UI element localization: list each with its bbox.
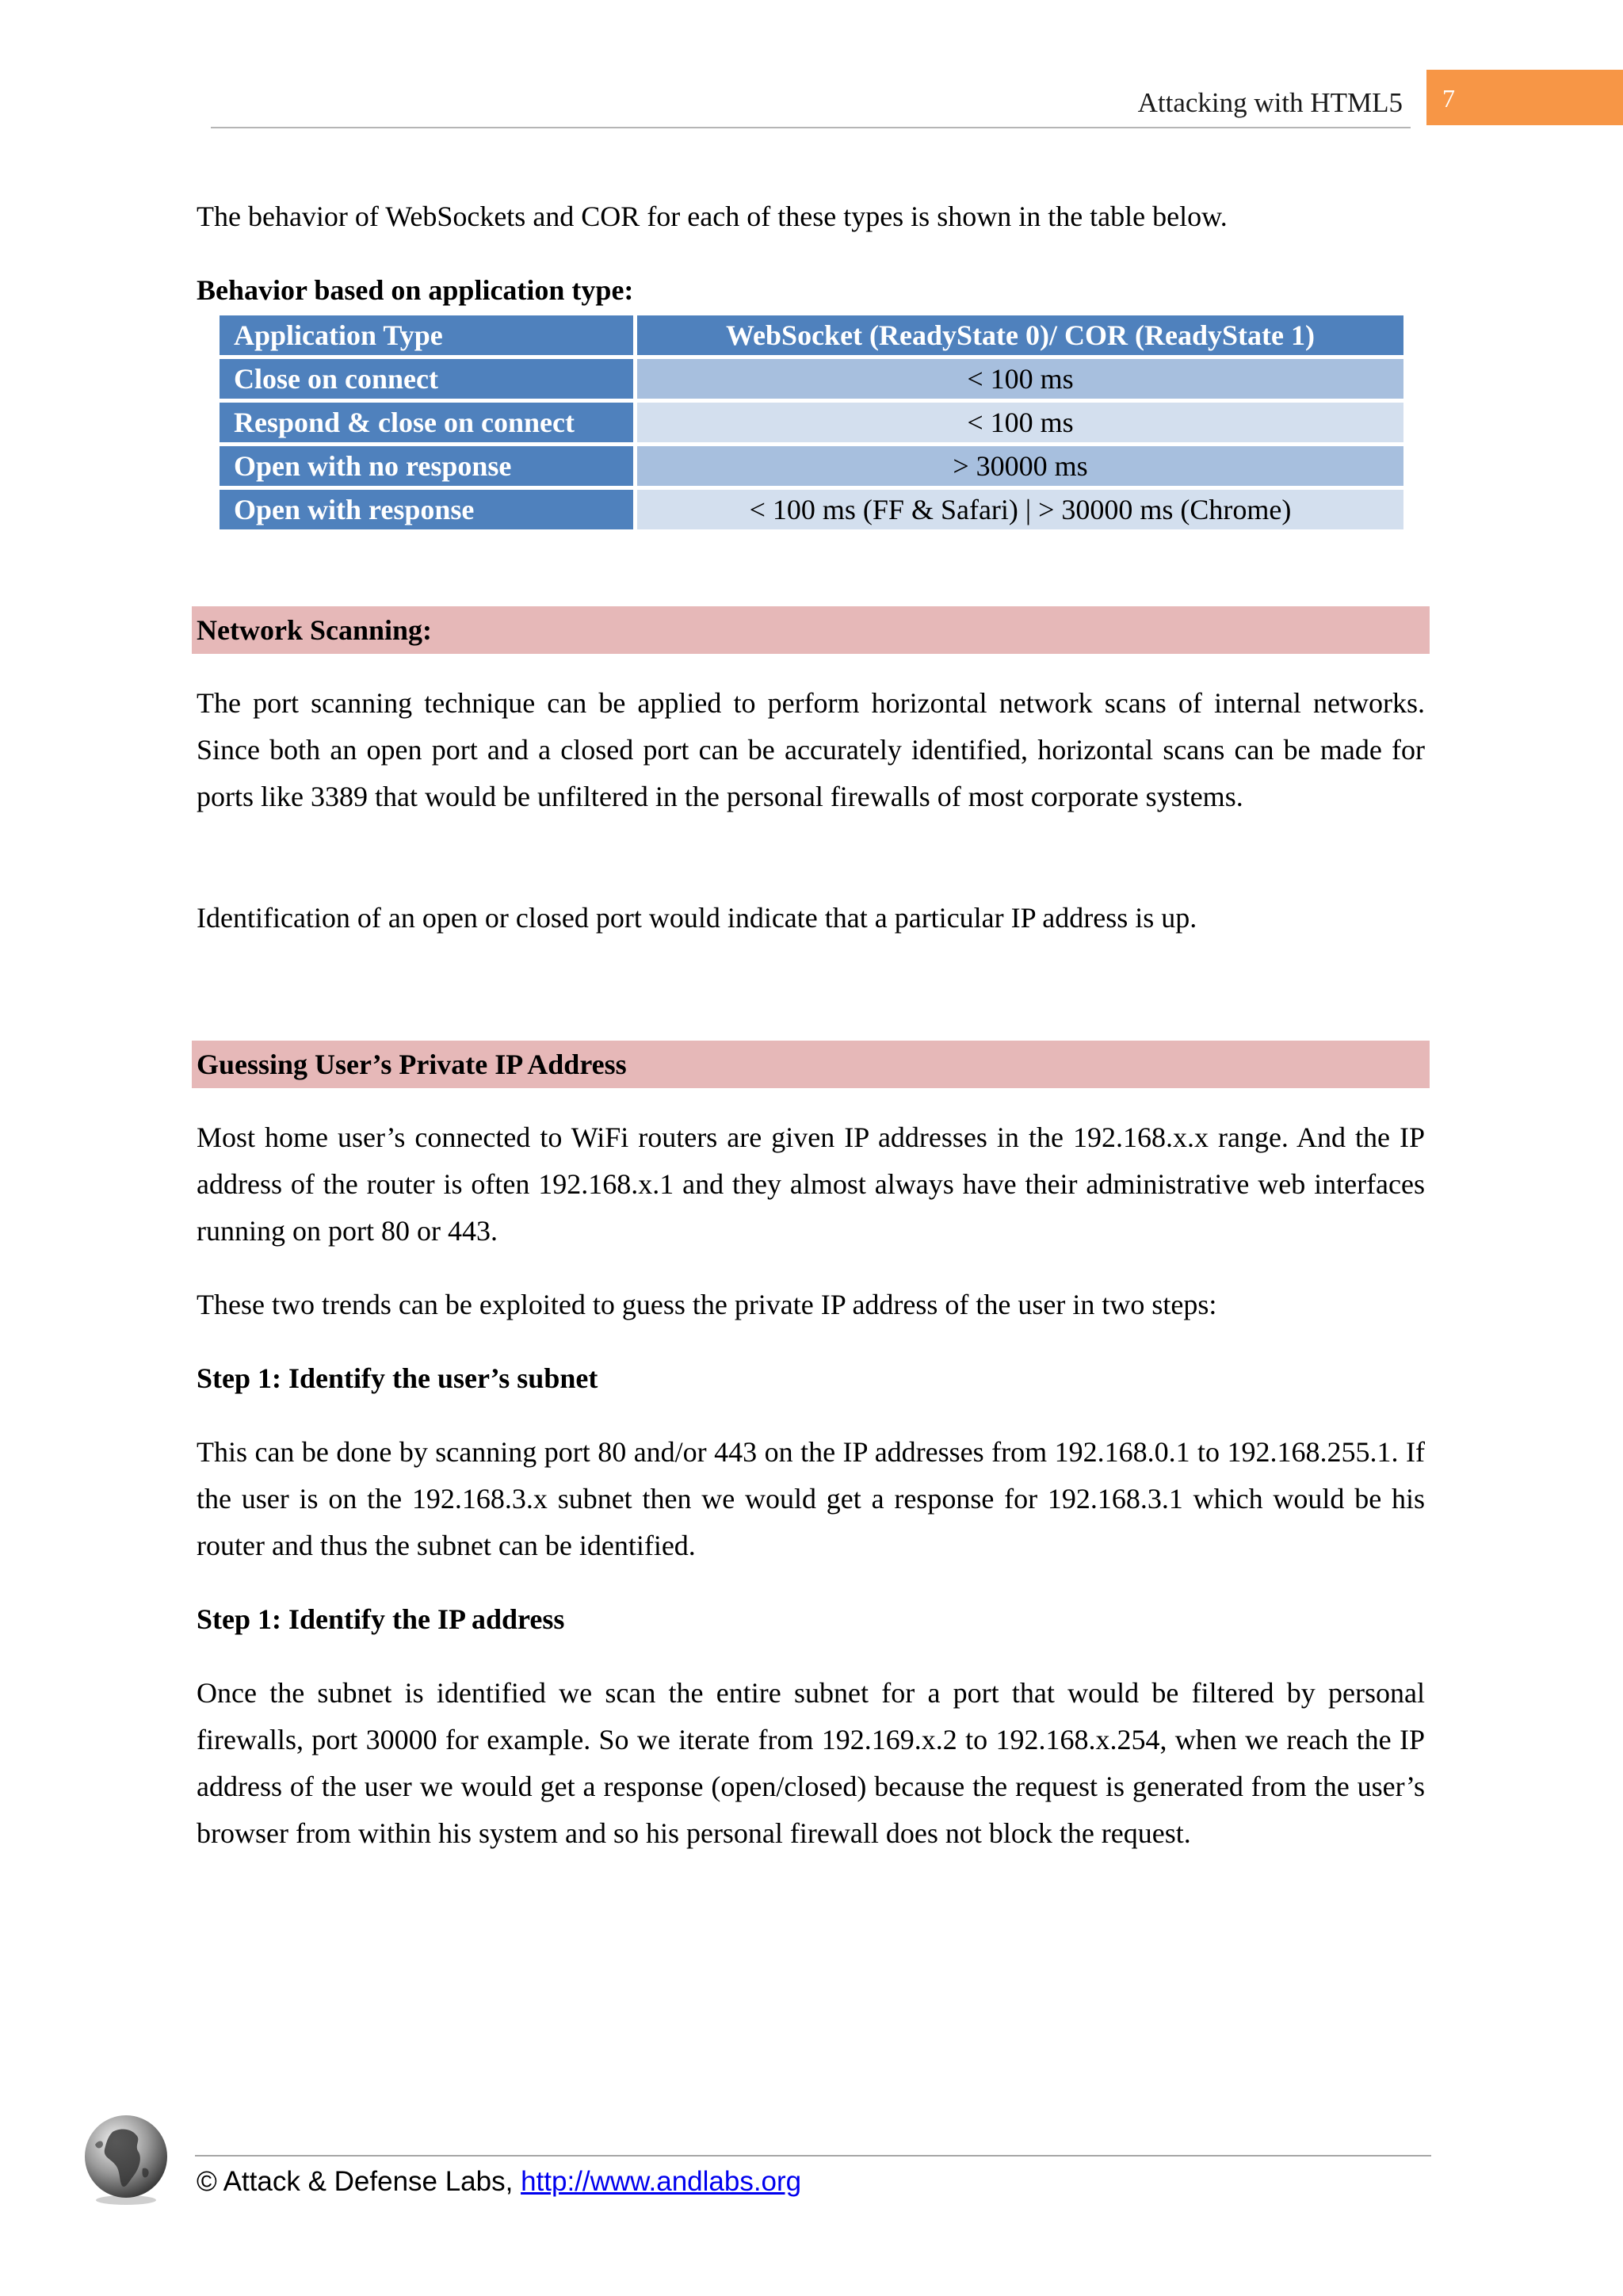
table-cell-type: Respond & close on connect: [220, 403, 633, 442]
footer-link[interactable]: http://www.andlabs.org: [521, 2166, 802, 2197]
globe-icon: [79, 2113, 173, 2206]
table-cell-timing: < 100 ms: [633, 359, 1403, 399]
section-heading-network-scanning: Network Scanning:: [192, 606, 1430, 654]
table-cell-type: Open with no response: [220, 446, 633, 486]
table-cell-type: Open with response: [220, 490, 633, 529]
table-row: [220, 490, 1403, 529]
page-number: 7: [1442, 84, 1455, 113]
guessing-paragraph-2: These two trends can be exploited to guess the private IP address of the user in two steps:: [197, 1289, 1217, 1320]
header-rule: [211, 127, 1411, 128]
table-cell-timing: < 100 ms (FF & Safari) | > 30000 ms (Chrome): [633, 490, 1403, 529]
step1-heading: Step 1: Identify the user’s subnet: [197, 1362, 598, 1394]
column-header-readystate: WebSocket (ReadyState 0)/ COR (ReadyState 1): [633, 315, 1403, 355]
running-header-title: Attacking with HTML5: [1137, 87, 1403, 118]
behavior-table: [220, 311, 1403, 533]
page-number-box: [1426, 70, 1623, 125]
network-paragraph-1: The port scanning technique can be applied to perform horizontal network scans of internal networks. Since both an open port and a closed port can be accurately identified, horizontal scans can be made for ports like 3389 that would be unfiltered in the personal firewalls of most corporate systems.: [197, 687, 1425, 812]
footer-copyright-text: © Attack & Defense Labs,: [197, 2166, 521, 2197]
footer-copyright: [197, 2161, 801, 2202]
network-paragraph-2: Identification of an open or closed port would indicate that a particular IP address is up.: [197, 902, 1197, 934]
guessing-paragraph-1: Most home user’s connected to WiFi routers are given IP addresses in the 192.168.x.x range. And the IP address of the router is often 192.168.x.1 and they almost always have their administrative web interfaces running on port 80 or 443.: [197, 1121, 1425, 1247]
section-heading-guessing-ip: Guessing User’s Private IP Address: [192, 1041, 1430, 1088]
table-cell-type: Close on connect: [220, 359, 633, 399]
table-row: [220, 403, 1403, 442]
step2-paragraph: Once the subnet is identified we scan the entire subnet for a port that would be filtered by personal firewalls, port 30000 for example. So we iterate from 192.169.x.2 to 192.168.x.254, when we reach the IP address of the user we would get a response (open/closed) because the request is generated from the user’s browser from within his system and so his personal firewall does not block the request.: [197, 1677, 1425, 1849]
footer-rule: [195, 2155, 1431, 2157]
column-header-application-type: Application Type: [220, 315, 633, 355]
table-cell-timing: > 30000 ms: [633, 446, 1403, 486]
table-row: [220, 446, 1403, 486]
table-header-row: [220, 315, 1403, 355]
table-cell-timing: < 100 ms: [633, 403, 1403, 442]
step1-paragraph: This can be done by scanning port 80 and/or 443 on the IP addresses from 192.168.0.1 to 192.168.255.1. If the user is on the 192.168.3.x subnet then we would get a response for 192.168.3.1 which would be his router and thus the subnet can be identified.: [197, 1436, 1425, 1561]
table-row: [220, 359, 1403, 399]
intro-paragraph: The behavior of WebSockets and COR for each of these types is shown in the table below.: [197, 201, 1228, 232]
table-caption: Behavior based on application type:: [197, 274, 634, 306]
step2-heading: Step 1: Identify the IP address: [197, 1603, 565, 1635]
